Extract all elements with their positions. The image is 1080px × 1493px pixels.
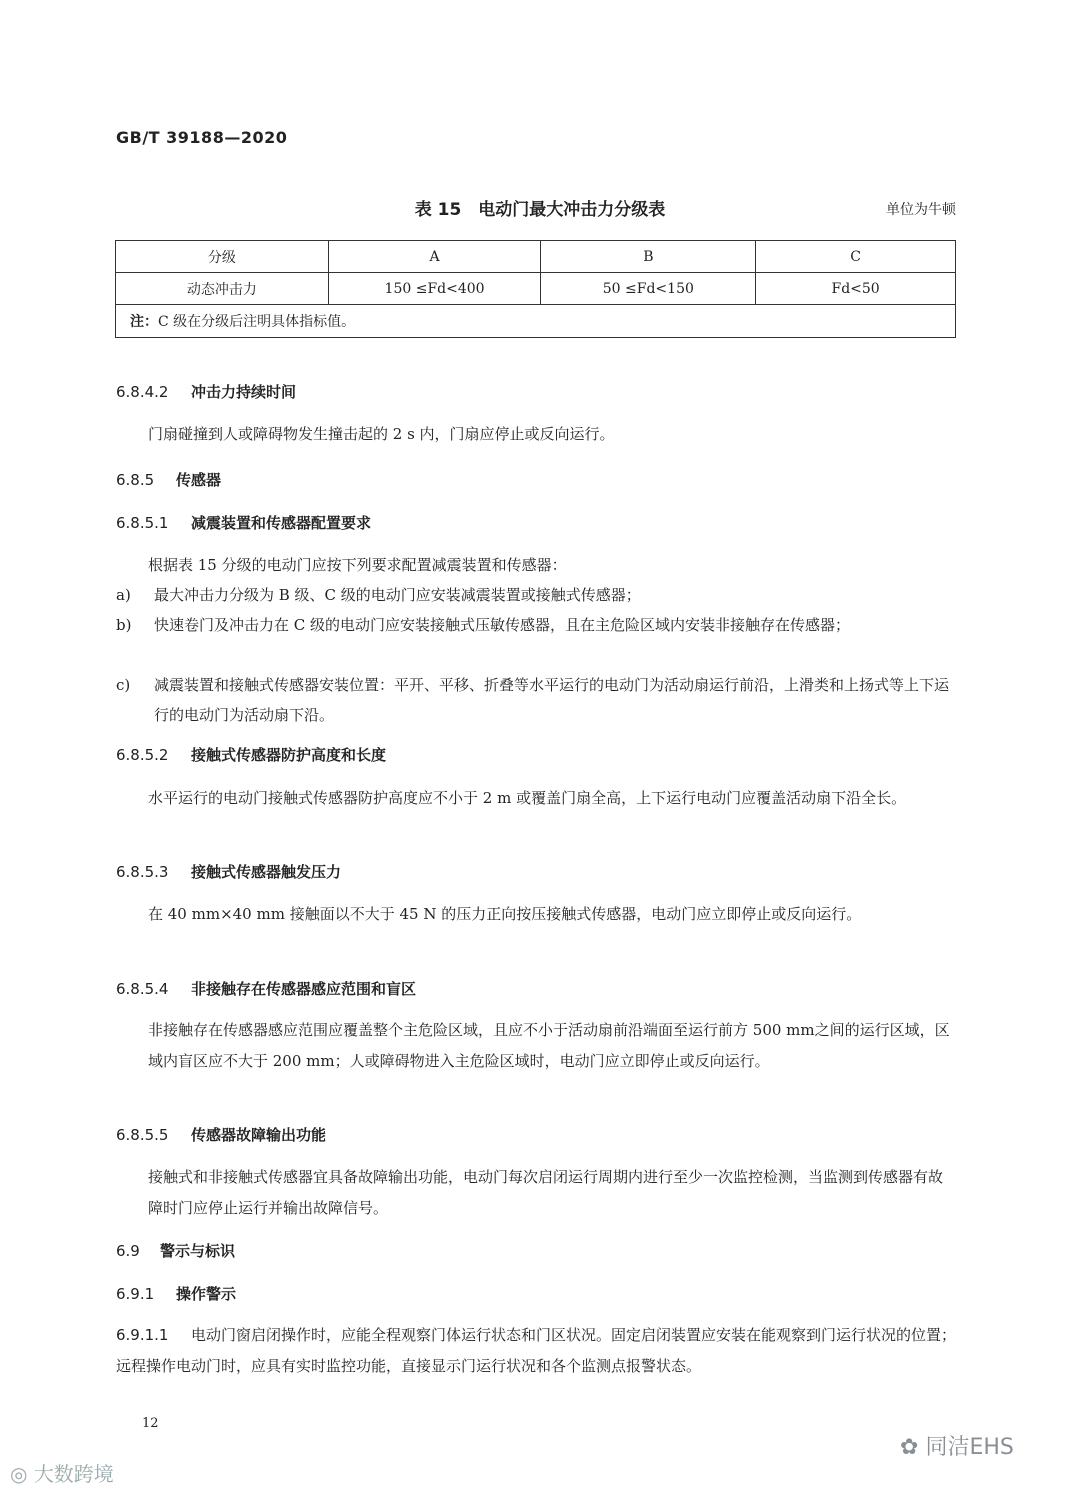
heading-title: 传感器 [176,471,222,489]
paragraph-6-8-5-5: 接触式和非接触式传感器宜具备故障输出功能，电动门每次启闭运行周期内进行至少一次监控检测，当监测到传感器有故障时门应停止运行并输出故障信号。 [148,1168,944,1217]
heading-6-8-5-2 [116,744,386,765]
table-header-cell: A [328,241,541,273]
heading-title: 警示与标识 [160,1242,236,1260]
list-item [116,610,956,640]
list-item [116,580,956,610]
table-note-row [116,305,956,338]
heading-number: 6.9.1 [116,1285,155,1303]
standard-code: GB/T 39188—2020 [116,128,288,147]
list-text: 最大冲击力分级为 B 级、C 级的电动门应安装减震装置或接触式传感器； [154,586,641,604]
list-marker: c) [116,676,131,694]
watermark-right [900,1430,1014,1461]
heading-6-8-5-5 [116,1124,326,1145]
heading-title: 非接触存在传感器感应范围和盲区 [191,980,417,998]
table-note [116,305,956,338]
table-row [116,273,956,305]
heading-6-8-5-3 [116,861,341,882]
list-marker: b) [116,616,132,634]
heading-number: 6.8.5.3 [116,863,169,881]
page-number: 12 [142,1416,159,1431]
watermark-logo-icon: ◎ [10,1462,28,1486]
grade-table [115,240,956,338]
heading-number: 6.8.4.2 [116,383,169,401]
heading-title: 接触式传感器触发压力 [191,863,342,881]
heading-6-8-4-2 [116,381,296,402]
heading-6-8-5-1 [116,512,371,533]
table-header-cell: B [541,241,756,273]
clause-number: 6.9.1.1 [116,1326,169,1344]
heading-6-9 [116,1240,235,1261]
table-cell: 50 ≤Fd<150 [541,273,756,305]
watermark-text: 大数跨境 [33,1462,114,1486]
heading-number: 6.8.5.4 [116,980,169,998]
heading-title: 接触式传感器防护高度和长度 [191,746,387,764]
table-cell: 150 ≤Fd<400 [328,273,541,305]
note-prefix: 注： [130,314,158,330]
watermark-left [10,1458,114,1487]
table-header-cell: 分级 [116,241,329,273]
heading-6-8-5 [116,469,221,490]
paragraph-6-8-5-1: 根据表 15 分级的电动门应按下列要求配置减震装置和传感器： [148,556,567,574]
heading-number: 6.8.5.2 [116,746,169,764]
watermark-text: 同洁EHS [925,1435,1014,1460]
heading-6-8-5-4 [116,978,416,999]
table-unit: 单位为牛顿 [886,202,956,218]
paragraph-6-8-4-2: 门扇碰撞到人或障碍物发生撞击起的 2 s 内，门扇应停止或反向运行。 [148,425,615,443]
paragraph-6-9-1-1 [116,1320,956,1382]
heading-number: 6.8.5.1 [116,514,169,532]
heading-title: 操作警示 [176,1285,237,1303]
note-text: C 级在分级后注明具体指标值。 [158,314,356,330]
paragraph-6-8-5-2: 水平运行的电动门接触式传感器防护高度应不小于 2 m 或覆盖门扇全高，上下运行电动门应覆盖活动扇下沿全长。 [148,789,907,807]
table-cell: 动态冲击力 [116,273,329,305]
heading-title: 减震装置和传感器配置要求 [191,514,372,532]
table-title: 表 15 电动门最大冲击力分级表 [414,200,666,220]
list-text: 减震装置和接触式传感器安装位置：平开、平移、折叠等水平运行的电动门为活动扇运行前沿，上滑类和上扬式等上下运行的电动门为活动扇下沿。 [154,676,950,724]
heading-number: 6.9 [116,1242,140,1260]
heading-number: 6.8.5 [116,471,155,489]
heading-6-9-1 [116,1283,236,1304]
heading-number: 6.8.5.5 [116,1126,169,1144]
heading-title: 传感器故障输出功能 [191,1126,327,1144]
heading-title: 冲击力持续时间 [191,383,297,401]
paragraph-6-8-5-3: 在 40 mm×40 mm 接触面以不大于 45 N 的压力正向按压接触式传感器，电动门应立即停止或反向运行。 [148,905,862,923]
wechat-icon: ✿ [900,1435,919,1460]
paragraph-6-8-5-4: 非接触存在传感器感应范围应覆盖整个主危险区域，且应不小于活动扇前沿端面至运行前方 500 mm之间的运行区域，区域内盲区应不大于 200 mm；人或障碍物进入主危险区域时，电动门应立即停止或反向运行。 [148,1021,950,1070]
clause-text: 电动门窗启闭操作时，应能全程观察门体运行状态和门区状况。固定启闭装置应安装在能观察到门运行状况的位置；远程操作电动门时，应具有实时监控功能，直接显示门运行状况和各个监测点报警状态。 [116,1326,957,1375]
table-cell: Fd<50 [756,273,956,305]
table-header-row [116,241,956,273]
table-header-cell: C [756,241,956,273]
list-text: 快速卷门及冲击力在 C 级的电动门应安装接触式压敏传感器，且在主危险区域内安装非接触存在传感器； [154,616,851,634]
list-marker: a) [116,586,131,604]
list-item [116,670,956,730]
